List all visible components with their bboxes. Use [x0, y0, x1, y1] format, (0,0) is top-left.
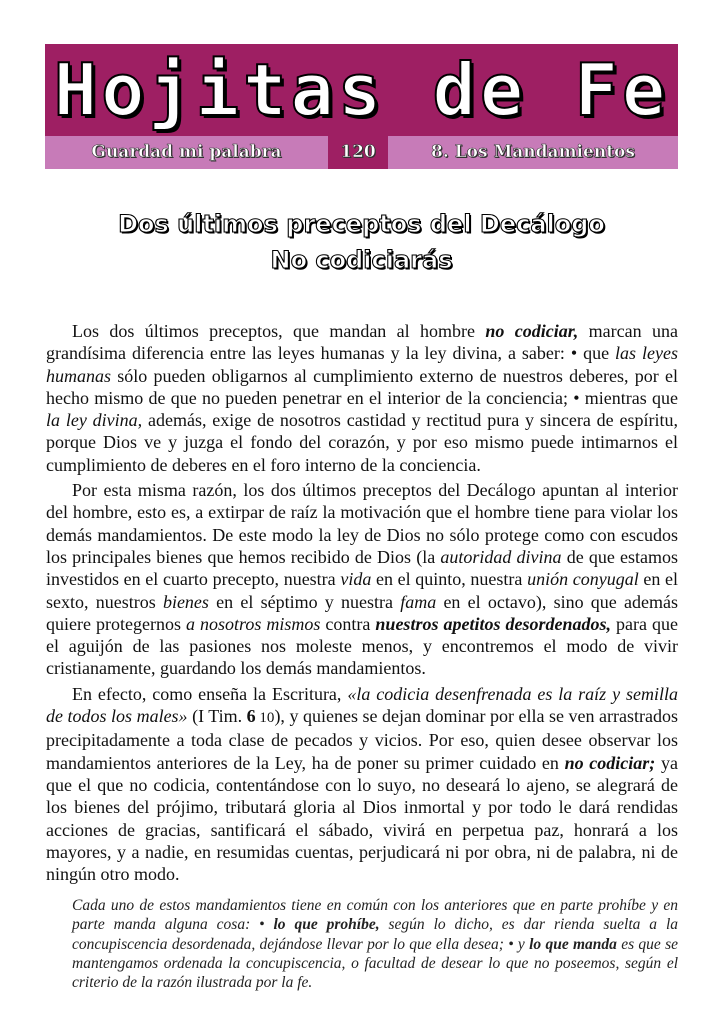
emphasis-text: unión conyugal [527, 569, 639, 590]
section-label: 8. Los Mandamientos [431, 142, 635, 162]
issue-number: 120 [328, 136, 388, 169]
text-run: Los dos últimos preceptos, que mandan al hombre [72, 321, 486, 341]
text-run: para que el aguijón de las pasiones nos moleste menos, y encontremos el modo de vivir cristianamente, guardando los demás mandamientos. [46, 613, 679, 679]
emphasis-text: lo que prohíbe, [273, 916, 380, 934]
text-run: marcan una grandísima diferencia entre las leyes humanas y la ley divina, a saber: • que [46, 321, 678, 364]
header-strip [45, 136, 678, 169]
emphasis-text: la ley divina, [46, 410, 143, 431]
verse-number: 10 [255, 710, 275, 727]
text-run: además, exige de nosotros castidad y rectitud pura y sincera de espíritu, porque Dios ve y juzga el fondo del corazón, y por eso mismo puede intimarnos el cumplimiento de deberes en el foro interno de la conciencia. [46, 410, 678, 475]
emphasis-text: a nosotros mismos [186, 613, 321, 634]
article-heading [45, 206, 678, 278]
emphasis-text: las leyes humanas [46, 343, 678, 386]
emphasis-text: lo que manda [529, 935, 617, 953]
text-run: en el octavo), sino que además quiere protegernos [46, 591, 678, 634]
text-run: en el quinto, nuestra [371, 569, 528, 590]
emphasis-text: no codiciar; [564, 752, 656, 773]
paragraph-3 [46, 683, 678, 886]
footnote-block [72, 896, 678, 992]
heading-line-1: Dos últimos preceptos del Decálogo [118, 210, 605, 238]
emphasis-text: vida [340, 569, 372, 590]
text-run: Cada uno de estos mandamientos tiene en común con los anteriores que en parte prohíbe y en parte manda alguna cosa: • [72, 897, 678, 934]
text-run: ), y quienes se dejan dominar por ella se ven arrastrados precipitadamente a toda clase de pecados y vicios. Por eso, quien desee observar los mandamientos anteriores de la Ley, ha de poner su primer cuidado en [46, 706, 679, 773]
emphasis-text: nuestros apetitos desordenados, [375, 613, 611, 634]
text-run: sólo pueden obligarnos al cumplimiento externo de nuestros deberes, por el hecho mismo de que no pueden penetrar en el interior de la conciencia; • mientras que [46, 365, 678, 408]
text-run: (I Tim. [187, 706, 247, 727]
emphasis-text: bienes [162, 591, 209, 612]
text-run: de que estamos investidos en el cuarto precepto, nuestra [46, 546, 679, 590]
text-run: ya que el que no codicia, contentándose con lo suyo, no deseará lo ajeno, se alegrará de los bienes del prójimo, tributará gloria al Dios inmortal y por todo le dará rendidas acciones de gracias, santificará el sábado, vivirá en perpetua paz, honrará a los mayores, y a nadie, en resumidas cuentas, perjudicará ni por obra, ni de palabra, ni de ningún otro modo. [46, 752, 678, 885]
series-label: Guardad mi palabra [91, 142, 282, 162]
text-run: en el séptimo y nuestra [208, 591, 401, 612]
text-run: En efecto, como enseña la Escritura, [72, 683, 348, 704]
text-run: contra [320, 613, 376, 634]
paragraph-1 [46, 320, 678, 476]
heading-line-2: No codiciarás [270, 246, 453, 274]
emphasis-text: no codiciar, [485, 321, 579, 341]
article-body [46, 320, 678, 888]
text-run: Por esta misma razón, los dos últimos preceptos del Decálogo apuntan al interior del hombre, esto es, a extirpar de raíz la motivación que el hombre tiene para violar los demás mandamientos. De este modo la ley de Dios no sólo protege como con escudos los principales bienes que hemos recibido de Dios (la [46, 480, 678, 567]
text-run: según lo dicho, es dar rienda suelta a la concupiscencia desordenada, dejándose llevar por lo que ella desea; • y [72, 916, 679, 953]
header-banner [45, 44, 678, 169]
note-text [72, 896, 678, 992]
chapter-number: 6 [246, 706, 256, 727]
publication-title: Hojitas de Fe [53, 48, 670, 132]
emphasis-text: autoridad divina [440, 546, 562, 567]
text-run: es que se mantengamos ordenada la concupiscencia, o facultad de desear lo que no poseemos, según el criterio de la razón ilustrada por la fe. [72, 935, 679, 992]
paragraph-2 [46, 479, 678, 680]
text-run: en el sexto, nuestros [46, 569, 678, 612]
emphasis-text: fama [400, 591, 437, 612]
scripture-quote: «la codicia desenfrenada es la raíz y semilla de todos los males» [46, 683, 678, 727]
